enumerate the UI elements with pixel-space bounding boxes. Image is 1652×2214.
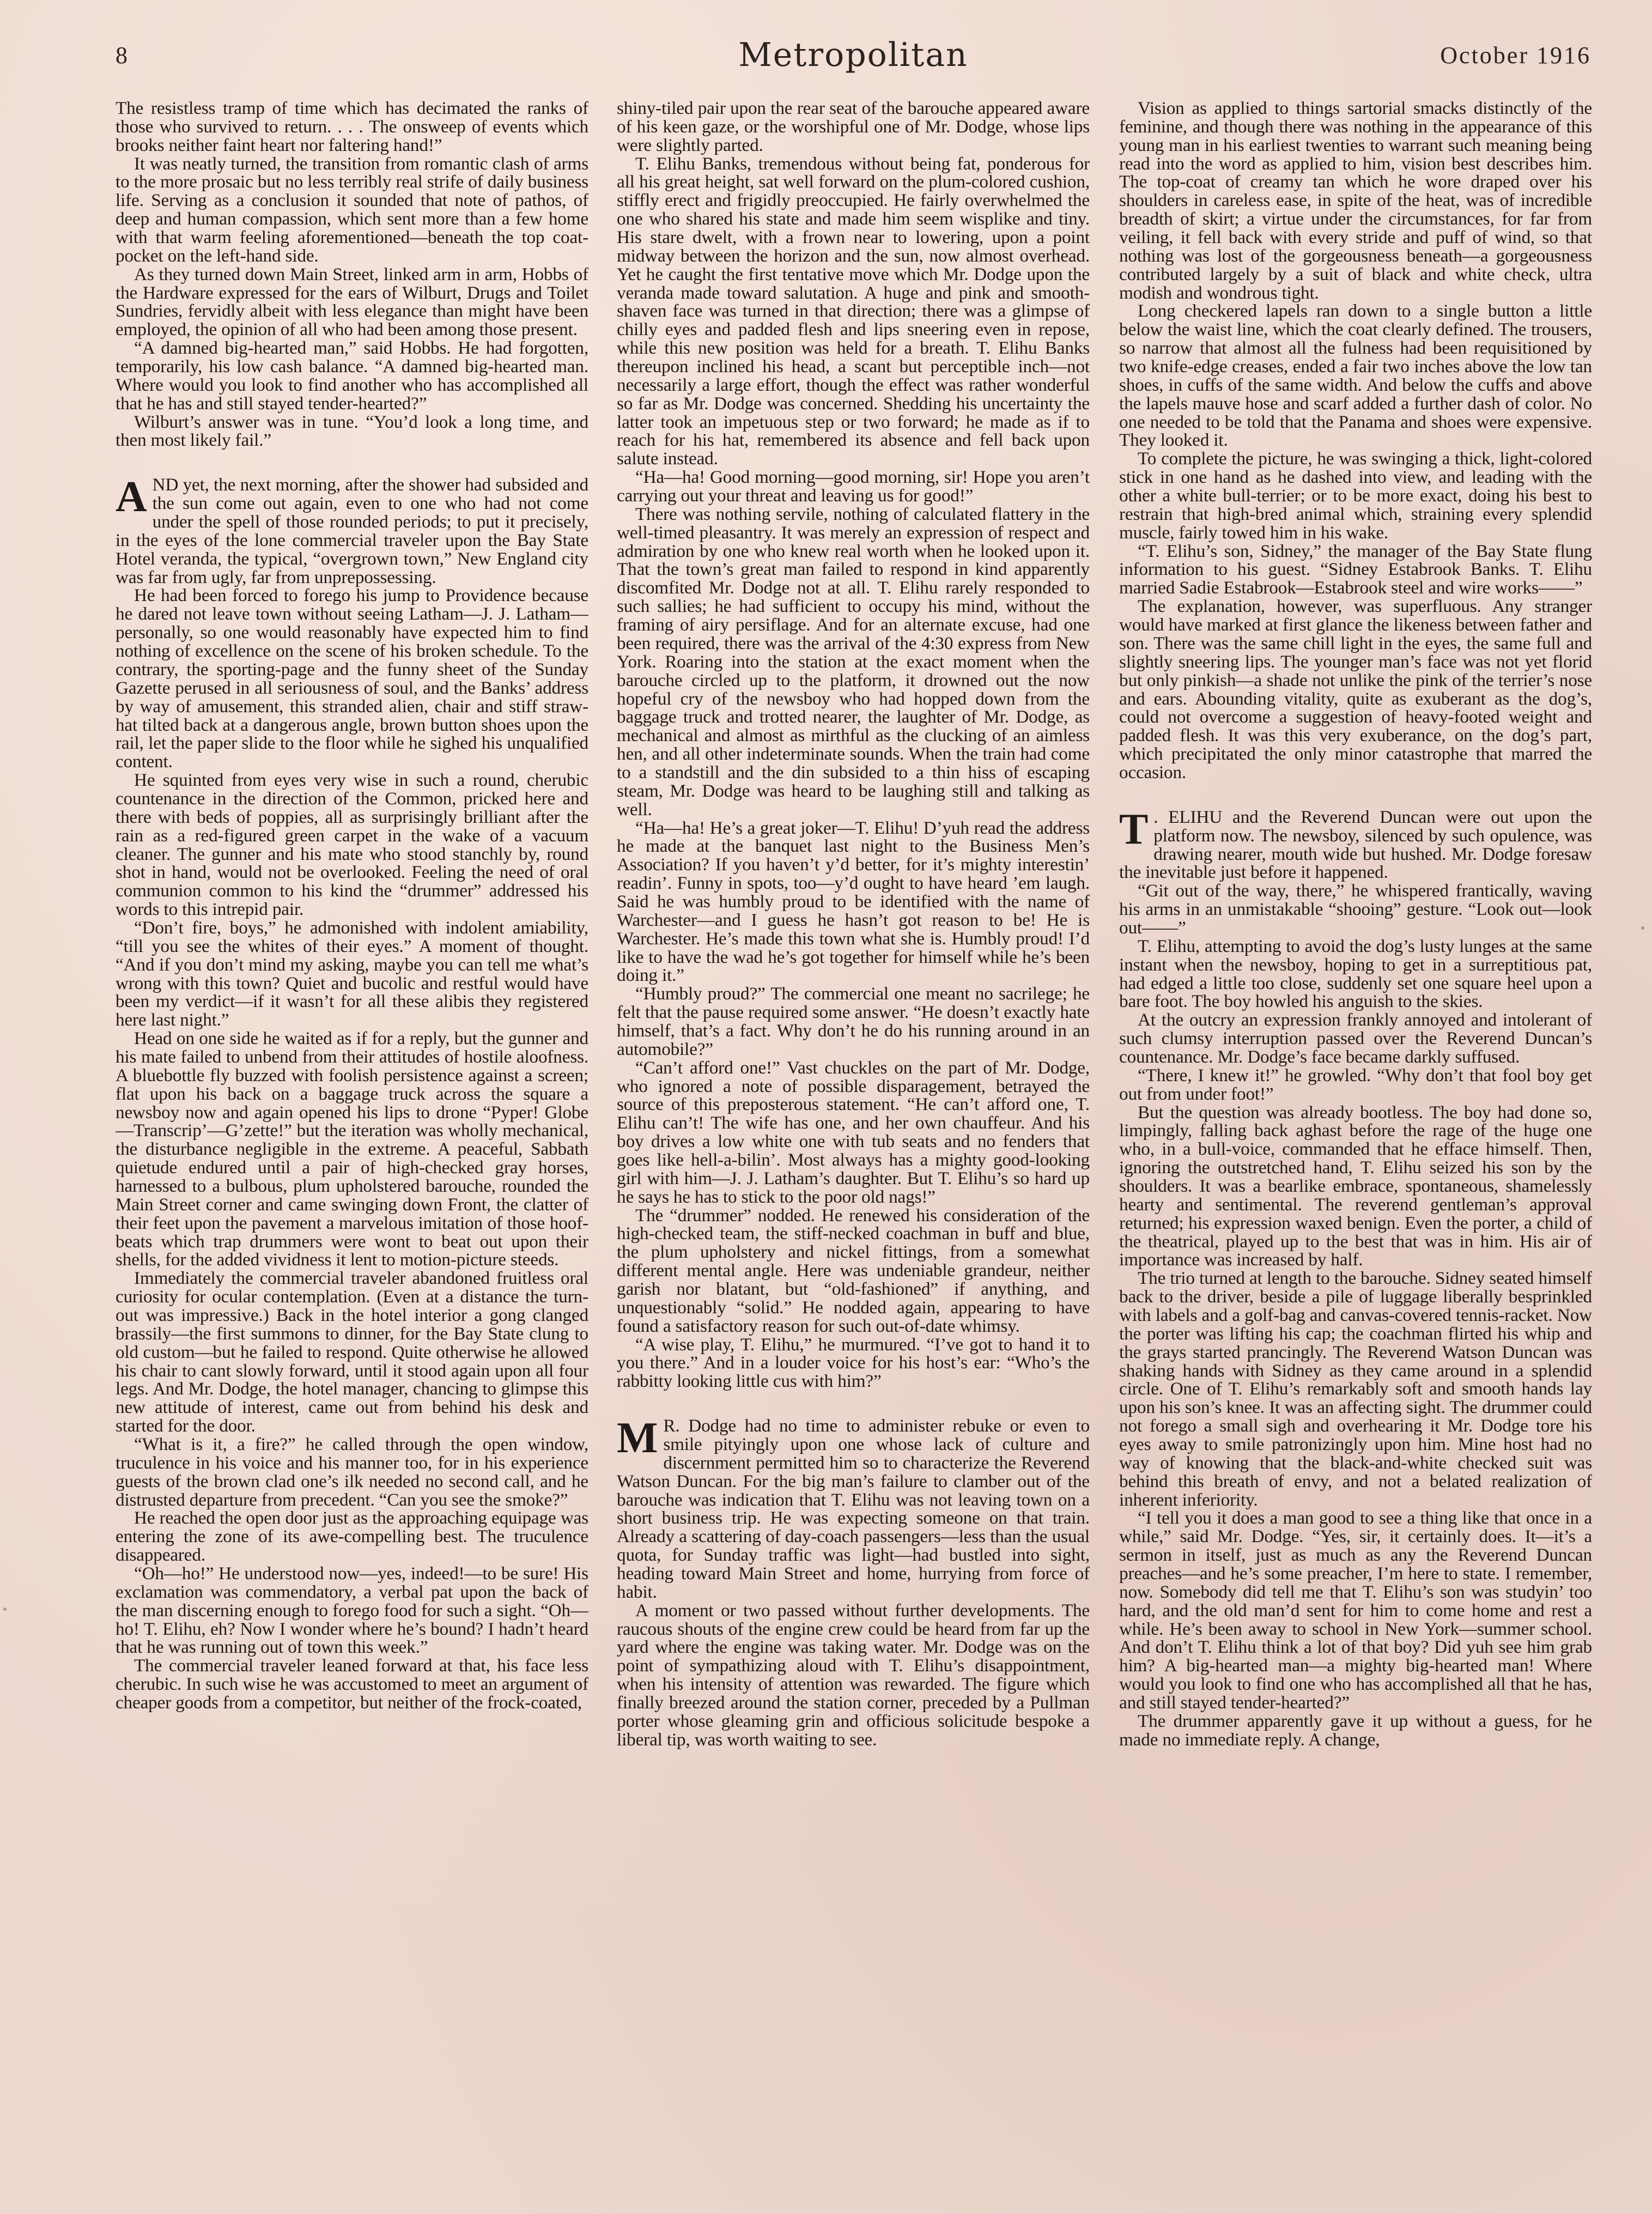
page-number: 8 bbox=[116, 42, 127, 69]
paragraph: “I tell you it does a man good to see a thing like that once in a while,” said Mr. Dodge. “Yes, sir, it certainly does. It—it’s a sermon in itself, just as much as any the Reverend Duncan preaches—and he’s some preacher, I’m here to state. I remember, now. Somebody did tell me that T. Elihu’s son was studyin’ too hard, and the old man’d sent for him to come home and rest a while. He’s been away to school in New York—summer school. And don’t T. Elihu think a lot of that boy? Did yuh see him grab him? A big-hearted man—a mighty big-hearted man! Where would you look to find one who has accomplished all that he has, and still stayed tender-hearted?” bbox=[1119, 1508, 1592, 1713]
paragraph: “Ha—ha! He’s a great joker—T. Elihu! D’yuh read the address he made at the banquet last night to the Business Men’s Association? If you haven’t y’d better, for it’s mighty interestin’ readin’. Funny in spots, too—y’d ought to have heard ’em laugh. Said he was humbly proud to be identified with the name of Warchester—and I guess he hasn’t got reason to be! He is Warchester. He’s made this town what she is. Humbly proud! I’d like to have the wad he’s got together for himself while he’s been doing it.” bbox=[617, 817, 1090, 986]
section-opening-paragraph: AND yet, the next morning, after the shower had subsided and the sun come out again, even to one who had not come under the spell of those rounded periods; to put it precisely, in the eyes of the lone commercial traveler upon the Bay State Hotel veranda, the typical, “overgrown town,” New England city was far from ugly, far from unprepossessing. bbox=[116, 473, 588, 587]
paragraph: The “drummer” nodded. He renewed his consideration of the high-checked team, the stiff-necked coachman in buff and blue, the plum upholstery and nickel fittings, from a somewhat different mental angle. Here was undeniable grandeur, neither garish nor blatant, but “old-fashioned” if anything, and unquestionably “solid.” He nodded again, appearing to have found a satisfactory reason for such out-of-date whimsy. bbox=[617, 1205, 1090, 1336]
paper-speck bbox=[3, 1608, 7, 1611]
paragraph: Head on one side he waited as if for a reply, but the gunner and his mate failed to unbend from their attitudes of hostile aloofness. A bluebottle fly buzzed with foolish persistence against a screen; flat upon his back on a baggage truck across the square a newsboy now and again opened his lips to drone “Pyper! Globe—Transcrip’—G’zette!” but the iteration was wholly mechanical, the disturbance negligible in the extreme. A peaceful, Sabbath quietude endured until a pair of high-checked gray horses, harnessed to a bulbous, plum upholstered barouche, rounded the Main Street corner and came swinging down Front, the clatter of their feet upon the pavement a marvelous imitation of those hoof-beats which trap drummers were wont to beat out upon their shells, for the added vividness it lent to motion-picture steeds. bbox=[116, 1028, 588, 1270]
paragraph: “T. Elihu’s son, Sidney,” the manager of the Bay State flung information to his guest. “Sidney Estabrook Banks. T. Elihu married Sadie Estabrook—Estabrook steel and wire works——” bbox=[1119, 541, 1592, 598]
paragraph: T. Elihu, attempting to avoid the dog’s lusty lunges at the same instant when the newsboy, hoping to get in a surreptitious pat, had edged a little too close, suddenly set one square heel upon a bare foot. The boy howled his anguish to the skies. bbox=[1119, 936, 1592, 1012]
paragraph: The resistless tramp of time which has decimated the ranks of those who survived to return. . . . The onsweep of events which brooks neither faint heart nor faltering hand!” bbox=[116, 99, 588, 155]
paragraph: To complete the picture, he was swinging a thick, light-colored stick in one hand as he dashed into view, and leading with the other a white bull-terrier; or to be more exact, doing his best to restrain that high-bred animal which, straining every splendid muscle, fairly towed him in his wake. bbox=[1119, 448, 1592, 543]
section-opening-paragraph: T . ELIHU and the Reverend Duncan were out upon the platform now. The newsboy, silenced by such opulence, was drawing nearer, mouth wide but hushed. Mr. Dodge foresaw the inevitable just before it happened. bbox=[1119, 805, 1592, 883]
paragraph: The commercial traveler leaned forward at that, his face less cherubic. In such wise he was accustomed to meet an argument of cheaper goods from a competitor, but neither of the frock-coated, bbox=[116, 1655, 588, 1713]
paragraph: Wilburt’s answer was in tune. “You’d look a long time, and then most likely fail.” bbox=[116, 411, 588, 451]
paragraph: “Humbly proud?” The commercial one meant no sacrilege; he felt that the pause required some answer. “He doesn’t exactly hate himself, that’s a fact. Why don’t he do his running around in an automobile?” bbox=[617, 984, 1090, 1059]
drop-cap: T bbox=[1119, 805, 1149, 853]
paragraph: “A wise play, T. Elihu,” he murmured. “I’ve got to hand it to you there.” And in a louder voice for his host’s ear: “Who’s the rabbitty looking little cus with him?” bbox=[617, 1334, 1090, 1392]
paragraph: Immediately the commercial traveler abandoned fruitless oral curiosity for ocular contemplation. (Even at a distance the turn-out was impressive.) Back in the hotel interior a gong clanged brassily—the first summons to dinner, for the Bay State clung to old custom—but he failed to respond. Quite otherwise he allowed his chair to cant slowly forward, until it stood again upon all four legs. And Mr. Dodge, the hotel manager, chancing to glimpse this new attitude of interest, came out from behind his desk and started for the door. bbox=[116, 1268, 588, 1436]
paper-speck bbox=[1641, 926, 1644, 930]
page-header bbox=[116, 36, 1591, 85]
paragraph: The trio turned at length to the barouche. Sidney seated himself back to the driver, beside a pile of luggage liberally besprinkled with labels and a golf-bag and canvas-covered tennis-racket. Now the porter was lifting his cap; the coachman flirted his whip and the grays started prancingly. The Reverend Watson Duncan was shaking hands with Sidney as they came around in a splendid circle. One of T. Elihu’s remarkably soft and smooth hands lay upon his son’s knee. It was an affecting sight. The drummer could not forego a small sigh and overhearing it Mr. Dodge tore his eyes away to smile patronizingly upon him. Mine host had no way of knowing that the black-and-white checked suit was behind this breath of envy, and not a belated realization of inherent inferiority. bbox=[1119, 1268, 1592, 1510]
paragraph: shiny-tiled pair upon the rear seat of the barouche appeared aware of his keen gaze, or the worshipful one of Mr. Dodge, whose lips were slightly parted. bbox=[617, 99, 1090, 155]
paragraph: The drummer apparently gave it up without a guess, for he made no immediate reply. A change, bbox=[1119, 1710, 1592, 1750]
paragraph: “Can’t afford one!” Vast chuckles on the part of Mr. Dodge, who ignored a note of possible disparagement, betrayed the source of this preposterous statement. “He can’t afford one, T. Elihu can’t! The wife has one, and her own chauffeur. And his boy drives a low white one with tub seats and no fenders that goes like hell-a-bilin’. Most always has a mighty good-looking girl with him—J. J. Latham’s daughter. But T. Elihu’s so hard up he says he has to stick to the poor old nags!” bbox=[617, 1057, 1090, 1207]
paragraph: Long checkered lapels ran down to a single button a little below the waist line, which the coat clearly defined. The trousers, so narrow that almost all the fulness had been requisitioned by two knife-edge creases, ended a fair two inches above the low tan shoes, in cuffs of the same width. And below the cuffs and above the lapels mauve hose and scarf added a further dash of color. No one needed to be told that the Panama and shoes were expensive. They looked it. bbox=[1119, 301, 1592, 451]
issue-date: October 1916 bbox=[1440, 42, 1591, 69]
text-column-2 bbox=[617, 99, 1090, 2192]
paragraph: As they turned down Main Street, linked arm in arm, Hobbs of the Hardware expressed for the ears of Wilburt, Drugs and Toilet Sundries, fervidly albeit with less elegance than might have been employed, the opinion of all who had been among those present. bbox=[116, 264, 588, 340]
paragraph: He squinted from eyes very wise in such a round, cherubic countenance in the direction of the Common, pricked here and there with beds of poppies, all as surprisingly brilliant after the rain as a red-figured green carpet in the wake of a vacuum cleaner. The gunner and his mate who stood stanchly by, round shot in hand, would not be overlooked. Feeling the need of oral communion common to his kind the “drummer” addressed his words to this intrepid pair. bbox=[116, 770, 588, 920]
section-opening-paragraph: M R. Dodge had no time to administer rebuke or even to smile pityingly upon one whose lack of culture and discernment permitted him so to characterize the Reverend Watson Duncan. For the big man’s failure to clamber out of the barouche was indication that T. Elihu was not leaving town on a short business trip. He was expecting someone on that train. Already a scattering of day-coach passengers—less than the usual quota, for Sunday traffic was light—had bustled into sight, heading toward Main Street and home, hurrying from force of habit. bbox=[617, 1414, 1090, 1602]
paragraph: T. Elihu Banks, tremendous without being fat, ponderous for all his great height, sat well forward on the plum-colored cushion, stiffly erect and frigidly preoccupied. He fairly overwhelmed the one who shared his state and made him seem wisplike and tiny. His stare dwelt, with a frown near to lowering, upon a point midway between the horizon and the sun, now almost overhead. Yet he caught the first tentative move which Mr. Dodge upon the veranda made toward salutation. A huge and pink and smooth-shaven face was turned in that direction; there was a glimpse of chilly eyes and padded flesh and lips sneering even in repose, while this new position was held for a breath. T. Elihu Banks thereupon inclined his head, a scant but perceptible inch—not necessarily a large effort, though the effect was rather wonderful so far as Mr. Dodge was concerned. Shedding his uncertainty the latter took an impetuous step or two forward; he made as if to reach for his hat, remembered its absence and fell back upon salute instead. bbox=[617, 153, 1090, 469]
drop-cap: M bbox=[617, 1414, 658, 1463]
paragraph: At the outcry an expression frankly annoyed and intolerant of such clumsy interruption passed over the Reverend Duncan’s countenance. Mr. Dodge’s face became darkly suffused. bbox=[1119, 1010, 1592, 1067]
paragraph: “Don’t fire, boys,” he admonished with indolent amiability, “till you see the whites of their eyes.” A moment of thought. “And if you don’t mind my asking, maybe you can tell me what’s wrong with this town? Quiet and bucolic and restful would have been my verdict—if it wasn’t for all these alibis they registered here last night.” bbox=[116, 917, 588, 1030]
paragraph: “Git out of the way, there,” he whispered frantically, waving his arms in an unmistakable “shooing” gesture. “Look out—look out——” bbox=[1119, 881, 1592, 938]
paragraph: It was neatly turned, the transition from romantic clash of arms to the more prosaic but no less terribly real strife of daily business life. Serving as a conclusion it sounded that note of pathos, of deep and human compassion, which sent more than a few home with that warm feeling aforementioned—beneath the top coat-pocket on the left-hand side. bbox=[116, 153, 588, 266]
paragraph: He had been forced to forego his jump to Providence because he dared not leave town without seeing Latham—J. J. Latham—personally, so one would reasonably have expected him to find nothing of excellence on the scene of his broken schedule. To the contrary, the sporting-page and the funny sheet of the Sunday Gazette perused in all seriousness of soul, and the Banks’ address by way of amusement, this stranded alien, chair and stiff straw-hat tilted back at a dangerous angle, brown button shoes upon the rail, let the paper slide to the floor while he sighed his unqualified content. bbox=[116, 585, 588, 772]
paragraph: “There, I knew it!” he growled. “Why don’t that fool boy get out from under foot!” bbox=[1119, 1065, 1592, 1104]
paragraph: But the question was already bootless. The boy had done so, limpingly, falling back aghast before the rage of the huge one who, in a bull-voice, commanded that he efface himself. Then, ignoring the outstretched hand, T. Elihu seized his son by the shoulders. It was a bearlike embrace, spontaneous, shamelessly hearty and sentimental. The reverend gentleman’s approval returned; his expression waxed benign. Even the porter, a child of the theatrical, played up to the best that was in him. His air of importance was increased by half. bbox=[1119, 1102, 1592, 1270]
paragraph: “Oh—ho!” He understood now—yes, indeed!—to be sure! His exclamation was commendatory, a verbal pat upon the back of the man discerning enough to forego food for such a sight. “Oh—ho! T. Elihu, eh? Now I wonder where he’s bound? I hadn’t heard that he was running out of town this week.” bbox=[116, 1563, 588, 1658]
paragraph: The explanation, however, was superfluous. Any stranger would have marked at first glance the likeness between father and son. There was the same chill light in the eyes, the same full and slightly sneering lips. The younger man’s face was not yet florid but only pinkish—a shade not unlike the pink of the terrier’s nose and ears. Abounding vitality, quite as exuberant as the dog’s, could not overcome a suggestion of heavy-footed weight and padded flesh. It was this very exuberance, on the dog’s part, which precipitated the only minor catastrophe that marred the occasion. bbox=[1119, 596, 1592, 783]
paragraph: “Ha—ha! Good morning—good morning, sir! Hope you aren’t carrying out your threat and leaving us for good!” bbox=[617, 467, 1090, 506]
paragraph: There was nothing servile, nothing of calculated flattery in the well-timed pleasantry. It was merely an expression of respect and admiration by one who knew real worth when he looked upon it. That the town’s great man failed to respond in kind apparently discomfited Mr. Dodge not at all. T. Elihu rarely responded to such sallies; he had sufficient to occupy his mind, without the framing of airy persiflage. And for an alternate excuse, had one been required, there was the arrival of the 4:30 express from New York. Roaring into the station at the exact moment when the barouche circled up to the platform, it drowned out the now hopeful cry of the newsboy who had hopped down from the baggage truck and trotted nearer, the laughter of Mr. Dodge, as mechanical and almost as mirthful as the clucking of an aimless hen, and all other indeterminate sounds. When the train had come to a standstill and the din subsided to a thin hiss of escaping steam, Mr. Dodge was heard to be laughing still and talking as well. bbox=[617, 504, 1090, 820]
article-body bbox=[116, 99, 1592, 2192]
drop-cap: A bbox=[116, 473, 147, 521]
paragraph: “What is it, a fire?” he called through the open window, truculence in his voice and his manner too, for in his experience guests of the brown clad one’s ilk needed no second call, and he distrusted departure from precedent. “Can you see the smoke?” bbox=[116, 1434, 588, 1510]
paragraph: A moment or two passed without further developments. The raucous shouts of the engine crew could be heard from far up the yard where the engine was taking water. Mr. Dodge was on the point of sympathizing aloud with T. Elihu’s disappointment, when his intensity of attention was rewarded. The figure which finally breezed around the station corner, preceded by a Pullman porter whose gleaming grin and officious solicitude bespoke a liberal tip, was worth waiting to see. bbox=[617, 1600, 1090, 1750]
text-column-3 bbox=[1119, 99, 1592, 2192]
paragraph: He reached the open door just as the approaching equipage was entering the zone of its awe-compelling best. The truculence disappeared. bbox=[116, 1508, 588, 1566]
paragraph: “A damned big-hearted man,” said Hobbs. He had forgotten, temporarily, his low cash balance. “A damned big-hearted man. Where would you look to find another who has accomplished all that he has and still stayed tender-hearted?” bbox=[116, 338, 588, 414]
text-column-1 bbox=[116, 99, 588, 2192]
paragraph: Vision as applied to things sartorial smacks distinctly of the feminine, and though there was nothing in the appearance of this young man in his earliest twenties to warrant such meaning being read into the word as applied to him, vision best describes him. The top-coat of creamy tan which he wore draped over his shoulders in careless ease, in spite of the heat, was of incredible breadth of skirt; a virtue under the circumstances, for far from veiling, it fell back with every stride and puff of wind, so that nothing was lost of the gorgeousness beneath—a gorgeousness contributed largely by a suit of black and white check, ultra modish and wondrous tight. bbox=[1119, 99, 1592, 303]
magazine-title: Metropolitan bbox=[738, 36, 968, 74]
